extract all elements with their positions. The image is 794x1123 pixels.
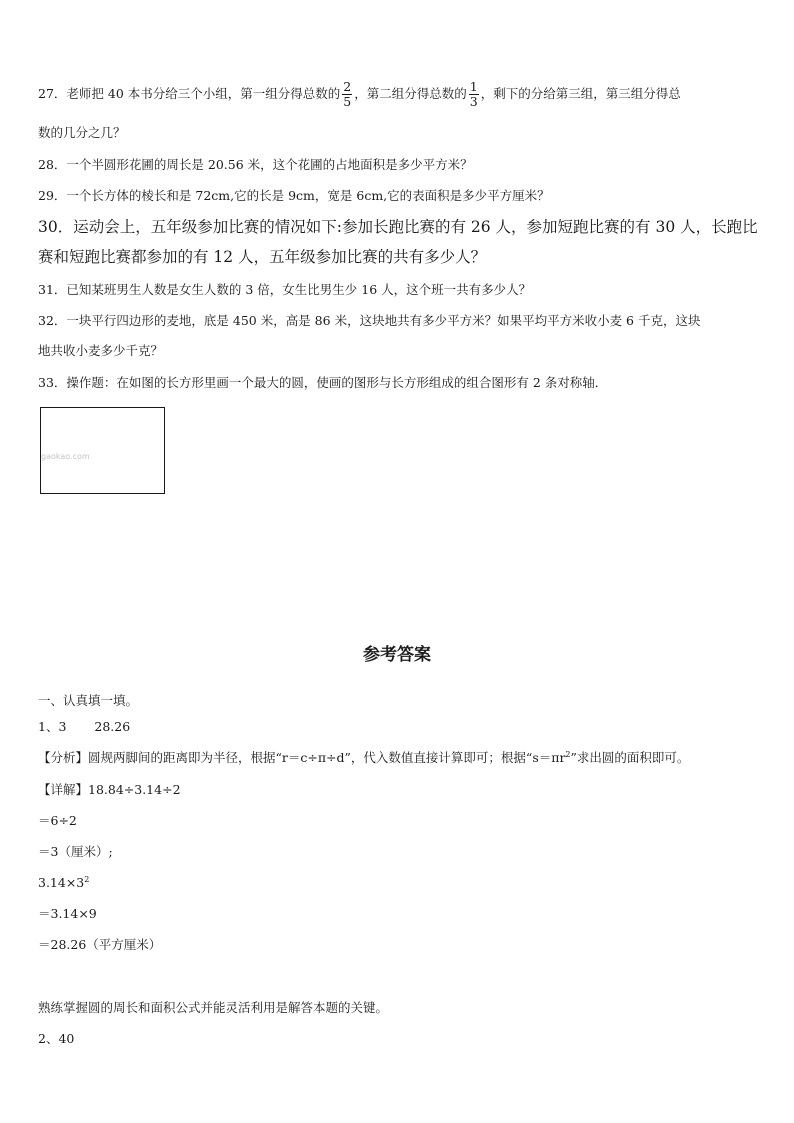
question-33: 33．操作题：在如图的长方形里画一个最大的圆，使画的图形与长方形组成的组合图形有 2 条对称轴．	[38, 375, 608, 390]
question-27-line2: 数的几分之几？	[38, 125, 126, 140]
q27-text-part2: ，第二组分得总数的	[354, 85, 467, 101]
calc-step-4: ＝3.14×9	[38, 906, 97, 921]
calc-step-1: ＝6÷2	[38, 813, 77, 828]
answer-1-value: 28.26	[94, 719, 131, 734]
detail-text: 【详解】18.84÷3.14÷2	[38, 782, 181, 797]
section-heading: 一、认真填一填。	[38, 693, 139, 708]
answer-2: 2、40	[38, 1031, 75, 1046]
q27-text-part1: 27．老师把 40 本书分给三个小组，第一组分得总数的	[38, 85, 341, 101]
answers-title: 参考答案	[363, 645, 431, 665]
answer-1	[38, 719, 130, 734]
question-30-line2: 赛和短跑比赛都参加的有 12 人，五年级参加比赛的共有多少人？	[38, 248, 487, 266]
watermark-text: gaokao.com	[41, 452, 90, 461]
question-28: 28．一个半圆形花圃的周长是 20.56 米，这个花圃的占地面积是多少平方米？	[38, 157, 473, 172]
question-31: 31．已知某班男生人数是女生人数的 3 倍，女生比男生少 16 人，这个班一共有多少人？	[38, 282, 532, 297]
calc-step-3: $3.14\times 3^2$	[38, 875, 90, 891]
question-32-line2: 地共收小麦多少千克？	[38, 343, 164, 358]
calc-step-2: ＝3（厘米）;	[38, 844, 113, 859]
fraction-one-third: $\frac{1}{3}$	[469, 79, 478, 109]
question-32-line1: 32．一块平行四边形的麦地，底是 450 米，高是 86 米，这块地共有多少平方米？如果平均平方米收小麦 6 千克，这块	[38, 313, 701, 328]
calc-step-5: ＝28.26（平方厘米）	[38, 937, 162, 952]
question-27-line1	[38, 80, 681, 109]
summary-text: 熟练掌握圆的周长和面积公式并能灵活利用是解答本题的关键。	[38, 1000, 389, 1015]
question-29: 29．一个长方体的棱长和是 72cm,它的长是 9cm，宽是 6cm,它的表面积是多少平方厘米？	[38, 188, 550, 203]
rectangle-figure	[40, 407, 165, 494]
answer-1-number: 1、3	[38, 719, 67, 734]
question-30-line1: 30．运动会上，五年级参加比赛的情况如下:参加长跑比赛的有 26 人，参加短跑比赛的有 30 人，长跑比	[38, 218, 758, 236]
q27-text-part3: ，剩下的分给第三组，第三组分得总	[480, 85, 681, 101]
analysis-text: 【分析】圆规两脚间的距离即为半径，根据“r＝c÷π÷d”，代入数值直接计算即可；根据“$s=\pi r^2$”求出圆的面积即可。	[38, 750, 690, 766]
fraction-two-fifths: $\frac{2}{5}$	[343, 79, 352, 109]
